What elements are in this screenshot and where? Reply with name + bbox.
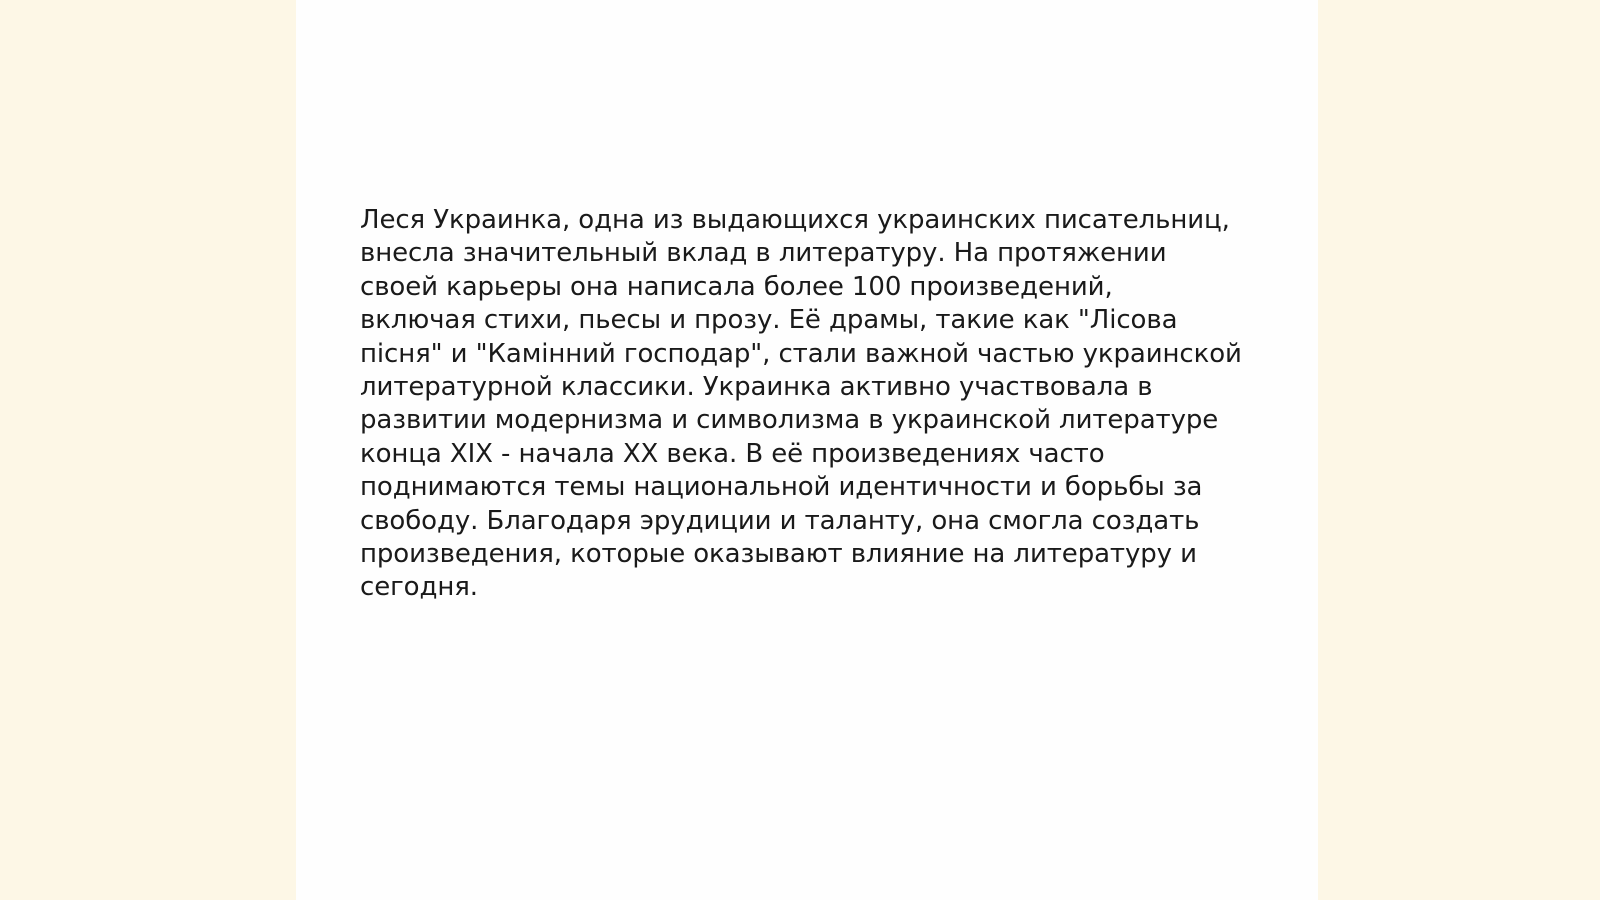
body-paragraph: Леся Украинка, одна из выдающихся украинских писательниц, внесла значительный вклад в литературу. На протяжении своей карьеры она написала более 100 произведений, включая стихи, пьесы и прозу. Её драмы, такие как "Лісова пісня" и "Камінний господар", стали важной частью украинской литературной классики. Украинка активно участвовала в развитии модернизма и символизма в украинской литературе конца XIX - начала XX века. В её произведениях часто поднимаются темы национальной идентичности и борьбы за свободу. Благодаря эрудиции и таланту, она смогла создать произведения, которые оказывают влияние на литературу и сегодня. [360,205,1242,603]
document-page [296,0,1318,900]
document-content [360,204,1260,605]
